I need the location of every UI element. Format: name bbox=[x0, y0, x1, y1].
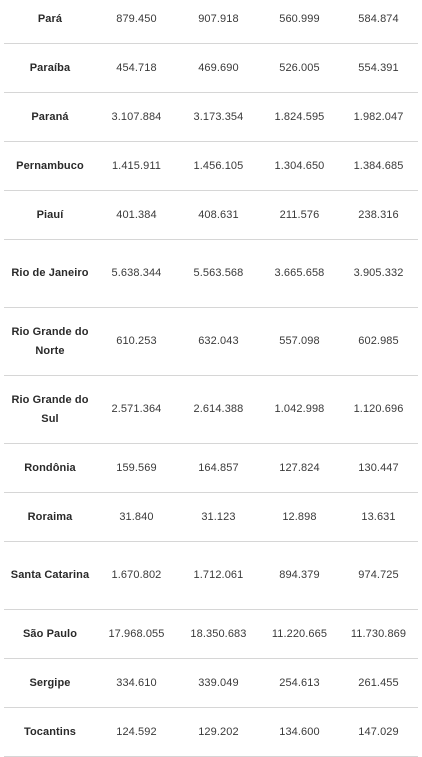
value-cell-1: 454.718 bbox=[116, 61, 157, 74]
table-row bbox=[4, 376, 418, 444]
value-cell-2: 18.350.683 bbox=[190, 627, 247, 640]
state-name-cell: Sergipe bbox=[29, 676, 71, 689]
state-name-cell: Paraná bbox=[31, 110, 69, 123]
value-cell-3: 127.824 bbox=[279, 461, 320, 474]
state-name-cell: Roraima bbox=[27, 510, 73, 523]
value-cell-3: 894.379 bbox=[279, 569, 320, 581]
value-cell-4: 13.631 bbox=[361, 510, 396, 523]
value-cell-4: 1.120.696 bbox=[353, 403, 404, 415]
value-cell-3: 134.600 bbox=[279, 725, 320, 738]
value-cell-4: 554.391 bbox=[358, 61, 399, 74]
value-cell-4: 11.730.869 bbox=[350, 627, 407, 640]
table-row bbox=[4, 444, 418, 493]
state-name-cell: Pernambuco bbox=[16, 159, 84, 172]
value-cell-4: 147.029 bbox=[358, 725, 399, 738]
value-cell-4: 130.447 bbox=[358, 461, 399, 474]
value-cell-2: 129.202 bbox=[198, 725, 239, 738]
table-row bbox=[4, 659, 418, 708]
value-cell-4: 974.725 bbox=[358, 569, 399, 581]
value-cell-1: 1.670.802 bbox=[111, 569, 162, 581]
table-row bbox=[4, 493, 418, 542]
table-row bbox=[4, 240, 418, 308]
value-cell-3: 560.999 bbox=[279, 12, 320, 25]
value-cell-4: 602.985 bbox=[358, 335, 399, 347]
value-cell-2: 31.123 bbox=[201, 510, 236, 523]
value-cell-3: 1.304.650 bbox=[274, 159, 325, 172]
table-row bbox=[4, 542, 418, 610]
value-cell-2: 1.712.061 bbox=[193, 569, 244, 581]
table-row bbox=[4, 0, 418, 44]
value-cell-1: 610.253 bbox=[116, 335, 157, 347]
value-cell-4: 1.384.685 bbox=[353, 159, 404, 172]
value-cell-4: 238.316 bbox=[358, 208, 399, 221]
value-cell-2: 5.563.568 bbox=[193, 267, 244, 279]
value-cell-1: 3.107.884 bbox=[111, 110, 162, 123]
value-cell-3: 1.824.595 bbox=[274, 110, 325, 123]
state-name-cell: Tocantins bbox=[23, 725, 76, 738]
state-name-cell: Rio Grande do Norte bbox=[11, 325, 89, 357]
value-cell-4: 584.874 bbox=[358, 12, 399, 25]
table-row bbox=[4, 191, 418, 240]
table-row bbox=[4, 308, 418, 376]
value-cell-2: 339.049 bbox=[198, 676, 239, 689]
value-cell-2: 3.173.354 bbox=[193, 110, 244, 123]
value-cell-1: 401.384 bbox=[116, 208, 157, 221]
table-row bbox=[4, 708, 418, 757]
value-cell-3: 526.005 bbox=[279, 61, 320, 74]
state-name-cell: Pará bbox=[37, 12, 63, 25]
value-cell-3: 1.042.998 bbox=[274, 403, 325, 415]
value-cell-1: 159.569 bbox=[116, 461, 157, 474]
value-cell-1: 879.450 bbox=[116, 12, 157, 25]
value-cell-3: 211.576 bbox=[279, 208, 320, 221]
state-name-cell: São Paulo bbox=[22, 627, 78, 640]
value-cell-2: 1.456.105 bbox=[193, 159, 244, 172]
value-cell-2: 907.918 bbox=[198, 12, 239, 25]
state-name-cell: Santa Catarina bbox=[10, 569, 90, 581]
value-cell-2: 408.631 bbox=[198, 208, 239, 221]
table-row bbox=[4, 142, 418, 191]
state-name-cell: Rondônia bbox=[24, 461, 76, 474]
value-cell-3: 12.898 bbox=[282, 510, 317, 523]
table-row bbox=[4, 610, 418, 659]
value-cell-3: 254.613 bbox=[279, 676, 320, 689]
value-cell-1: 124.592 bbox=[116, 725, 157, 738]
value-cell-2: 632.043 bbox=[198, 335, 239, 347]
table-row bbox=[4, 44, 418, 93]
value-cell-1: 1.415.911 bbox=[111, 159, 161, 172]
state-name-cell: Piauí bbox=[36, 208, 64, 221]
value-cell-4: 3.905.332 bbox=[353, 267, 404, 279]
value-cell-4: 1.982.047 bbox=[353, 110, 404, 123]
value-cell-2: 164.857 bbox=[198, 461, 239, 474]
value-cell-1: 17.968.055 bbox=[108, 627, 165, 640]
value-cell-4: 261.455 bbox=[358, 676, 399, 689]
state-name-cell: Rio Grande do Sul bbox=[11, 393, 89, 425]
value-cell-1: 2.571.364 bbox=[111, 403, 162, 415]
value-cell-1: 334.610 bbox=[116, 676, 157, 689]
value-cell-1: 31.840 bbox=[119, 510, 154, 523]
value-cell-3: 11.220.665 bbox=[271, 627, 328, 640]
value-cell-2: 2.614.388 bbox=[193, 403, 244, 415]
value-cell-3: 3.665.658 bbox=[274, 267, 325, 279]
data-table bbox=[4, 0, 418, 757]
table-row bbox=[4, 93, 418, 142]
state-name-cell: Paraíba bbox=[29, 61, 71, 74]
value-cell-2: 469.690 bbox=[198, 61, 239, 74]
value-cell-3: 557.098 bbox=[279, 335, 320, 347]
state-name-cell: Rio de Janeiro bbox=[11, 267, 89, 279]
value-cell-1: 5.638.344 bbox=[111, 267, 162, 279]
